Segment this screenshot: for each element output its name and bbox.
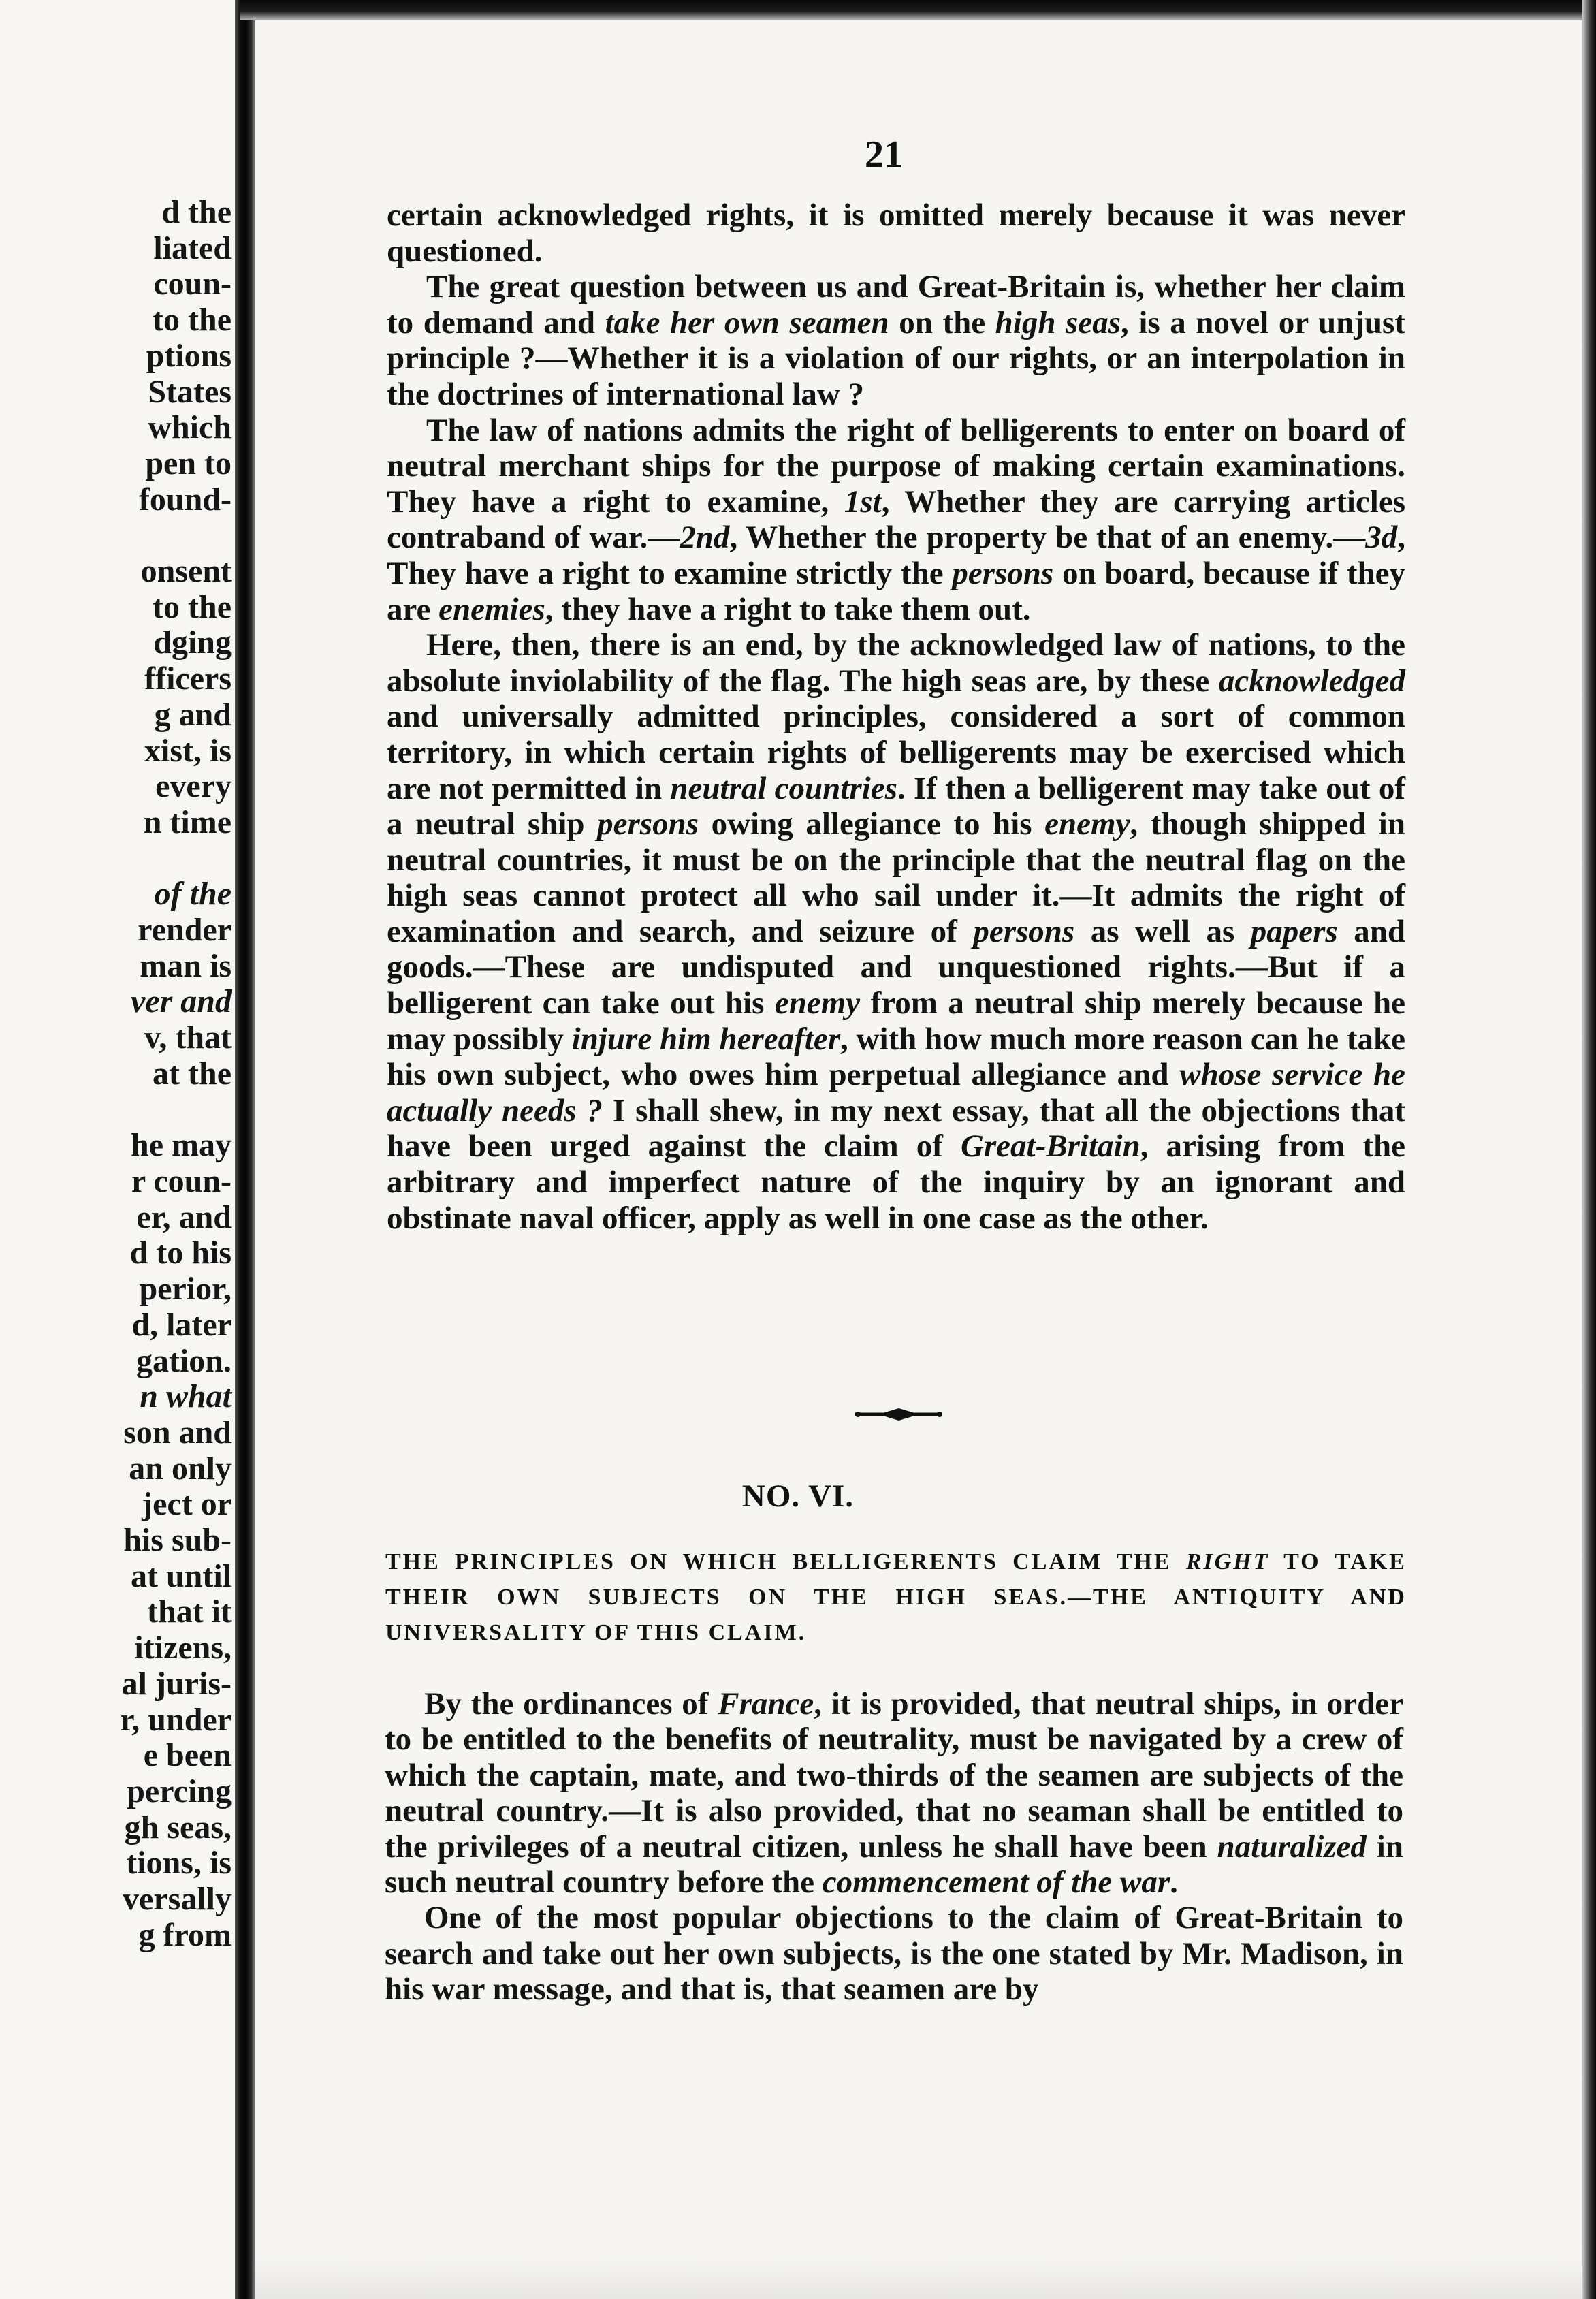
- italic-run: neutral countries: [670, 770, 897, 806]
- facing-page-line: gh seas,: [124, 1809, 232, 1845]
- text-run: , They have a right to examine strictly the: [387, 520, 1406, 591]
- facing-page-line: onsent: [140, 553, 232, 590]
- page-number: 21: [865, 133, 903, 176]
- facing-page-line: g and: [154, 696, 232, 733]
- facing-page-line: son and: [123, 1414, 232, 1450]
- facing-page-line: percing: [127, 1773, 232, 1809]
- italic-run: 2nd: [680, 520, 730, 556]
- facing-page-line: ject or: [142, 1486, 232, 1523]
- facing-page-line: found-: [138, 481, 232, 518]
- italic-run: 1st: [844, 483, 882, 520]
- facing-page-line: g from: [138, 1916, 232, 1953]
- facing-page-line: e been: [143, 1737, 232, 1774]
- binding-gutter: [235, 0, 255, 2299]
- facing-page-line: n time: [143, 804, 232, 840]
- text-run: Here, then, there is an end, by the acknowledged law of nations, to the absolute inviolability of the flag. The high seas are, by these: [387, 627, 1405, 699]
- facing-page-line: ver and: [131, 983, 232, 1020]
- text-run: , though shipped in neutral countries, it must be on the principle that the neutral flag on the high seas cannot protect all who sail under it.—It admits the right of examination and search, and seizure of: [387, 806, 1405, 949]
- text-run: from a neutral ship merely because he may possibly: [387, 985, 1405, 1057]
- section-body: [385, 1686, 1403, 2008]
- italic-run: naturalized: [1217, 1828, 1367, 1865]
- italic-run: acknowledged: [1218, 663, 1405, 699]
- facing-page-line: d, later: [131, 1306, 232, 1343]
- facing-page-text: [120, 195, 232, 1953]
- text-run: By the ordinances of: [424, 1686, 718, 1722]
- ornamental-divider-icon: [851, 1404, 946, 1425]
- italic-run: injure him hereafter: [571, 1021, 840, 1057]
- italic-run: Great-Britain: [960, 1128, 1140, 1164]
- facing-page-line: liated: [153, 229, 232, 266]
- facing-page-line: versally: [123, 1881, 232, 1918]
- facing-page-line: xist, is: [144, 732, 232, 769]
- facing-page-line: States: [148, 373, 232, 410]
- text-run: , it is provided, that neutral ships, in order to be entitled to the benefits of neutrality, must be navigated by a crew of which the captain, mate, and two-thirds of the seamen are subjects of the neutral country.—It is also provided, that no seaman shall be entitled to the privileges of a neutral citizen, unless he shall have been: [385, 1686, 1403, 1865]
- facing-page-line: every: [155, 768, 232, 805]
- text-run: , is a novel or unjust principle ?—Whether it is a violation of our rights, or an interpolation in the doctrines of international law ?: [387, 304, 1405, 412]
- section-paragraph-1: [385, 1686, 1403, 1900]
- facing-page-fragment: [0, 0, 240, 2299]
- facing-page-line: er, and: [136, 1199, 232, 1235]
- text-run: in such neutral country before the: [385, 1828, 1404, 1901]
- facing-page-line: pen to: [145, 445, 232, 481]
- italic-run: commencement of the war: [822, 1865, 1170, 1901]
- text-run: , Whether the property be that of an enemy.—: [729, 520, 1366, 556]
- facing-page-line: of the: [154, 876, 232, 913]
- facing-page-line: n what: [140, 1378, 232, 1415]
- page-bottom-shade: [255, 2258, 1582, 2299]
- facing-page-line: [120, 518, 232, 554]
- italic-run: enemies: [438, 591, 545, 627]
- italic-run: RIGHT: [1185, 1549, 1270, 1574]
- facing-page-line: at until: [130, 1557, 232, 1594]
- facing-page-line: at the: [153, 1055, 232, 1092]
- italic-run: take her own seamen: [605, 304, 889, 340]
- facing-page-line: coun-: [153, 266, 232, 302]
- facing-page-line: ptions: [146, 337, 232, 374]
- italic-run: high seas: [995, 304, 1121, 340]
- main-text-block: [387, 197, 1405, 1236]
- paragraph-2: [387, 269, 1405, 412]
- scan-right-edge: [1582, 0, 1596, 2299]
- text-run: The great question between us and Great-Britain is, whether her claim to demand and: [387, 269, 1405, 340]
- facing-page-line: itizens,: [134, 1630, 232, 1666]
- paragraph-1: certain acknowledged rights, it is omitted merely because it was never questioned.: [387, 197, 1405, 269]
- text-run: and goods.—These are undisputed and unquestioned rights.—But if a belligerent can take out his: [387, 913, 1406, 1021]
- facing-page-line: he may: [131, 1127, 232, 1164]
- facing-page-line: [120, 1092, 232, 1128]
- facing-page-line: r coun-: [131, 1162, 232, 1199]
- text-run: on board, because if they are: [387, 555, 1405, 627]
- section-subtitle: [385, 1544, 1407, 1651]
- italic-run: persons: [973, 913, 1075, 949]
- italic-run: whose service he actually needs ?: [387, 1057, 1405, 1128]
- italic-run: 3d: [1365, 520, 1398, 556]
- facing-page-line: r, under: [120, 1701, 232, 1738]
- text-run: and universally admitted principles, considered a sort of common territory, in which certain rights of belligerents may be exercised which are not permitted in: [387, 699, 1405, 806]
- facing-page-line: d to his: [129, 1235, 232, 1271]
- text-run: , Whether they are carrying articles contraband of war.—: [387, 483, 1405, 556]
- facing-page-line: an only: [129, 1450, 232, 1487]
- facing-page-line: v, that: [144, 1019, 232, 1056]
- text-run: as well as: [1074, 913, 1251, 949]
- facing-page-line: which: [148, 409, 232, 446]
- scan-top-edge: [240, 0, 1596, 20]
- italic-run: enemy: [774, 985, 861, 1021]
- text-run: TO TAKE THEIR OWN SUBJECTS ON THE HIGH SEAS.—THE ANTIQUITY AND UNIVERSALITY OF THIS CLAIM.: [385, 1549, 1407, 1645]
- text-run: . If then a belligerent may take out of a neutral ship: [387, 770, 1406, 842]
- italic-run: persons: [952, 555, 1054, 591]
- text-run: , arising from the arbitrary and imperfect nature of the inquiry by an ignorant and obstinate naval officer, apply as well in one case as the other.: [387, 1128, 1406, 1236]
- italic-run: France: [718, 1686, 814, 1722]
- facing-page-line: man is: [140, 947, 232, 984]
- section-heading: NO. VI.: [741, 1478, 855, 1514]
- paragraph-3: [387, 413, 1405, 628]
- section-paragraph-2: One of the most popular objections to the claim of Great-Britain to search and take out her own subjects, is the one stated by Mr. Madison, in his war message, and that is, that seamen are by: [385, 1900, 1403, 2008]
- facing-page-line: dging: [153, 624, 232, 661]
- facing-page-line: to the: [153, 302, 232, 338]
- text-run: on the: [889, 304, 995, 340]
- facing-page-line: d the: [161, 194, 232, 230]
- italic-run: enemy: [1044, 806, 1130, 842]
- paragraph-4: [387, 627, 1405, 1236]
- facing-page-line: perior,: [139, 1271, 232, 1307]
- italic-run: persons: [597, 806, 699, 842]
- text-run: .: [1170, 1865, 1178, 1901]
- text-run: owing allegiance to his: [699, 806, 1045, 842]
- text-run: The law of nations admits the right of belligerents to enter on board of neutral merchant ships for the purpose of making certain examinations. They have a right to examine,: [387, 412, 1405, 520]
- facing-page-line: his sub-: [123, 1522, 232, 1559]
- facing-page-line: to the: [153, 588, 232, 625]
- text-run: THE PRINCIPLES ON WHICH BELLIGERENTS CLAIM THE: [385, 1549, 1186, 1574]
- facing-page-line: al juris-: [121, 1665, 232, 1702]
- text-run: I shall shew, in my next essay, that all the objections that have been urged against the claim of: [387, 1092, 1405, 1164]
- facing-page-line: that it: [147, 1594, 232, 1630]
- facing-page-line: render: [138, 912, 232, 949]
- text-run: , they have a right to take them out.: [545, 591, 1031, 627]
- facing-page-line: tions, is: [126, 1845, 232, 1882]
- facing-page-line: fficers: [144, 661, 232, 697]
- text-run: , with how much more reason can he take his own subject, who owes him perpetual allegiance and: [387, 1021, 1405, 1093]
- facing-page-line: [120, 841, 232, 877]
- facing-page-line: gation.: [135, 1342, 232, 1379]
- italic-run: papers: [1250, 913, 1338, 949]
